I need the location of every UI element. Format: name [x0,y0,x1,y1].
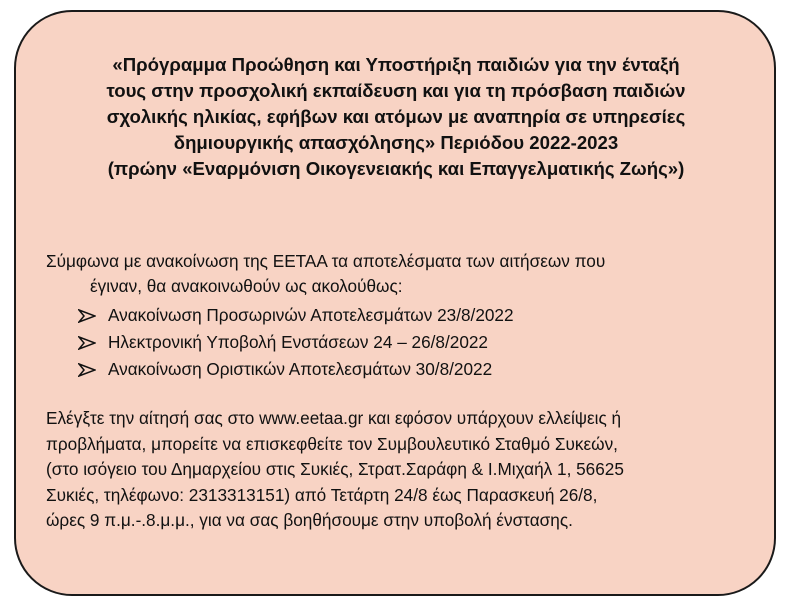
schedule-item-text: Ηλεκτρονική Υποβολή Ενστάσεων 24 – 26/8/2022 [108,332,488,352]
details-line: προβλήματα, μπορείτε να επισκεφθείτε τον Συμβουλευτικό Σταθμό Συκεών, [46,433,618,454]
schedule-item-text: Ανακοίνωση Οριστικών Αποτελεσμάτων 30/8/2022 [108,359,493,379]
schedule-item [78,329,514,356]
details-line: ώρες 9 π.μ.-.8.μ.μ., για να σας βοηθήσουμε στην υποβολή ένστασης. [46,510,573,531]
schedule-item-text: Ανακοίνωση Προσωρινών Αποτελεσμάτων 23/8/2022 [108,305,514,325]
announcement-card [14,10,776,596]
title-line: σχολικής ηλικίας, εφήβων και ατόμων με αναπηρία σε υπηρεσίες [106,106,686,127]
title-line: δημιουργικής απασχόλησης» Περιόδου 2022-2023 [173,132,619,153]
arrowhead-bullet-icon [78,309,96,323]
details-line: Ελέγξτε την αίτησή σας στο www.eetaa.gr και εφόσον υπάρχουν ελλείψεις ή [46,408,622,428]
announcement-title [40,52,752,182]
intro-line: έγιναν, θα ανακοινωθούν ως ακολούθως: [90,276,403,296]
schedule-list [78,302,514,383]
title-line: τους στην προσχολική εκπαίδευση και για τη πρόσβαση παιδιών [106,80,686,101]
details-line: (στο ισόγειο του Δημαρχείου στις Συκιές, Στρατ.Σαράφη & Ι.Μιχαήλ 1, 56625 [46,459,624,480]
schedule-item [78,302,514,329]
arrowhead-bullet-icon [78,363,96,377]
schedule-item [78,356,514,383]
title-line: «Πρόγραμμα Προώθηση και Υποστήριξη παιδιών για την ένταξή [112,54,680,75]
intro-paragraph [46,249,605,299]
title-line: (πρώην «Εναρμόνιση Οικογενειακής και Επαγγελματικής Ζωής») [107,158,685,179]
intro-line: Σύμφωνα με ανακοίνωση της ΕΕΤΑΑ τα αποτελέσματα των αιτήσεων που [46,251,606,271]
details-line: Συκιές, τηλέφωνο: 2313313151) από Τετάρτη 24/8 έως Παρασκευή 26/8, [46,484,598,505]
arrowhead-bullet-icon [78,336,96,350]
details-paragraph [46,406,624,534]
